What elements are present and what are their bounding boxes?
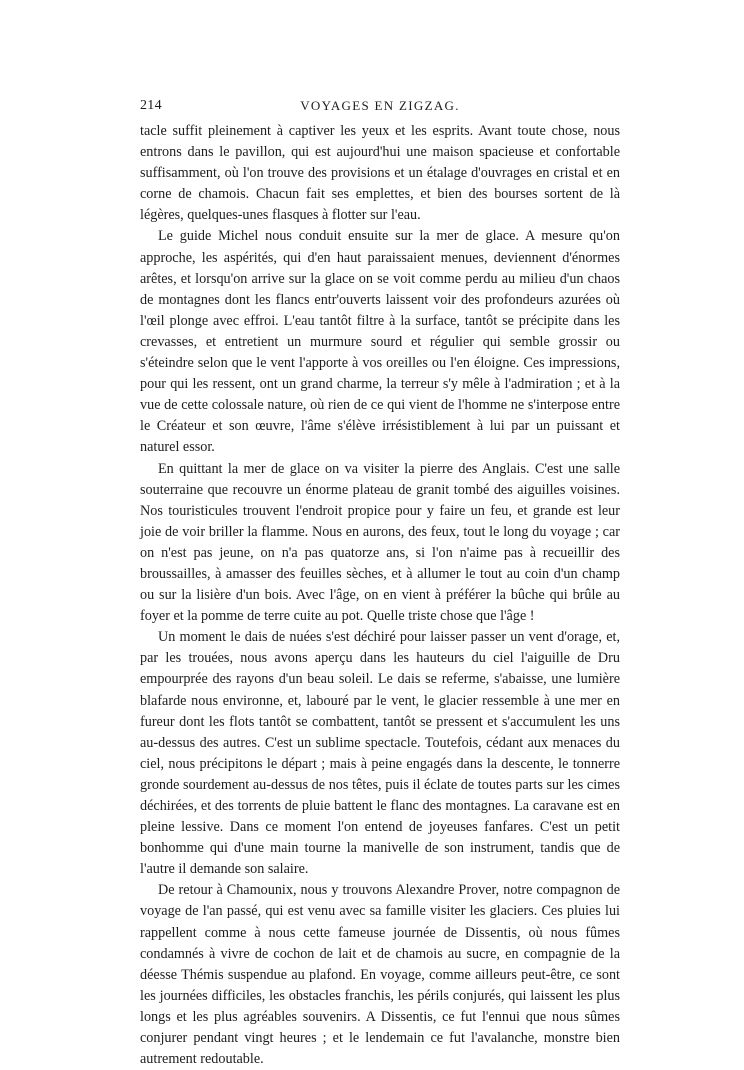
book-page — [140, 98, 620, 1070]
paragraph-continuation: tacle suffit pleinement à captiver les yeux et les esprits. Avant toute chose, nous entrons dans le pavillon, qui est aujourd'hui une maison spacieuse et confortable suffisamment, où l'on trouve des provisions et un étalage d'ouvrages en cristal et en corne de chamois. Chacun fait ses emplettes, et bien des bourses sortent de là légères, quelques-unes flasques à flotter sur l'eau. — [140, 123, 620, 224]
paragraph-mer-de-glace: Le guide Michel nous conduit ensuite sur la mer de glace. A mesure qu'on approche, les aspérités, qui d'en haut paraissaient menues, deviennent d'énormes arêtes, et lorsqu'on arrive sur la glace on se voit comme perdu au milieu d'un chaos de montagnes dont les flancs entr'ouverts laissent voir des profondeurs azurées où l'œil plonge avec effroi. L'eau tantôt filtre à la surface, tantôt se précipite dans les crevasses, et entretient un murmure sourd et régulier qui semble grossir ou s'éteindre selon que le vent l'apporte à vos oreilles ou l'en éloigne. Ces impressions, pour qui les ressent, ont un grand charme, la terreur s'y mêle à l'admiration ; et à la vue de cette colossale nature, où rien de ce qui vient de l'homme ne s'interpose entre le Créateur et son œuvre, l'âme s'élève irrésistiblement à lui par un puissant et naturel essor. — [140, 228, 620, 456]
running-title: VOYAGES EN ZIGZAG. — [300, 98, 460, 113]
page-header — [140, 98, 620, 120]
page-body — [140, 121, 620, 1070]
page-number: 214 — [140, 98, 162, 113]
paragraph-retour-chamounix: De retour à Chamounix, nous y trouvons Alexandre Prover, notre compagnon de voyage de l'an passé, qui est venu avec sa famille visiter les glaciers. Ces pluies lui rappellent comme à nous cette fameuse journée de Dissentis, où nous fûmes condamnés à vivre de cochon de lait et de chamois au sucre, en compagnie de la déesse Thémis suspendue au plafond. En voyage, comme ailleurs peut-être, ce sont les journées difficiles, les obstacles franchis, les périls conjurés, qui laissent les plus longs et les plus agréables souvenirs. A Dissentis, ce fut l'ennui que nous sûmes conjurer pendant vingt heures ; et le lendemain ce fut l'avalanche, monstre bien autrement redoutable. — [140, 882, 620, 1068]
paragraph-orage: Un moment le dais de nuées s'est déchiré pour laisser passer un vent d'orage, et, par les trouées, nous avons aperçu dans les hauteurs du ciel l'aiguille de Dru empourprée des rayons d'un beau soleil. Le dais se referme, s'abaisse, une lumière blafarde nous environne, et, labouré par le vent, le glacier ressemble à une mer en fureur dont les flots tantôt se combattent, tantôt se pressent et s'accumulent les uns au-dessus des autres. C'est un sublime spectacle. Toutefois, cédant aux menaces du ciel, nous précipitons le départ ; mais à peine engagés dans la descente, le tonnerre gronde sourdement au-dessus de nos têtes, puis il éclate de toutes parts sur les cimes déchirées, et des torrents de pluie battent le flanc des montagnes. La caravane est en pleine lessive. Dans ce moment l'on entend de joyeuses fanfares. C'est un petit bonhomme qui d'une main tourne la manivelle de son instrument, tandis que de l'autre il demande son salaire. — [140, 629, 620, 878]
paragraph-pierre-des-anglais: En quittant la mer de glace on va visiter la pierre des Anglais. C'est une salle souterraine que recouvre un énorme plateau de granit tombé des aiguilles voisines. Nos touristicules trouvent l'endroit propice pour y faire un feu, et grande est leur joie de voir briller la flamme. Nous en aurons, des feux, tout le long du voyage ; car on n'est pas jeune, on n'a pas quatorze ans, si l'on n'aime pas à recueillir des broussailles, à amasser des feuilles sèches, et à allumer le tout au coin d'un champ ou sur la lisière d'un bois. Avec l'âge, on en vient à préférer la bûche qui brûle au foyer et la pomme de terre cuite au pot. Quelle triste chose que l'âge ! — [140, 460, 620, 625]
